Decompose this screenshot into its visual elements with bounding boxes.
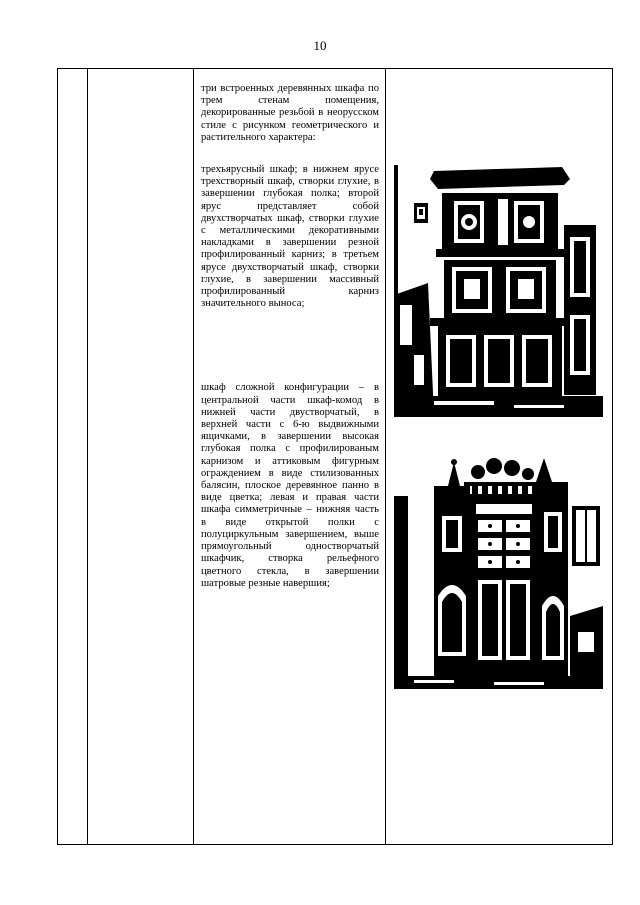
description-paragraph-complex-cabinet: шкаф сложной конфигурации – в центральной части шкаф-комод в нижней части двустворчатый, в верхней части с 6-ю выдвижными ящичками, в завершении высокая глубокая полка с профилированым карнизом и аттиковым фигурным ограждением в виде стилизованных балясин, плоское деревянное панно в виде цветка; левая и правая части шкафа симметричные – нижняя часть в виде открытой полки с полуциркульным завершением, выше прямоугольный одностворчатый шкафчик, створка рельефного цветного стекла, в завершении шатровые резные навершия; xyxy=(201,382,379,589)
description-cell xyxy=(194,69,386,845)
description-paragraph-three-tier-cabinet: трехъярусный шкаф; в нижнем ярусе трехстворный шкаф, створки глухие, в завершении глубокая полка; второй ярус представляет собой двухстворчатых шкаф, створки глухие с металлическими декоративными накладками в завершении резной профилированный карниз; в третьем ярусе двухстворчатый шкаф, створки глухие, в завершении массивный профилированный карниз значительного выноса; xyxy=(201,164,379,310)
description-table xyxy=(57,68,613,845)
complex-cabinet-photo xyxy=(394,456,603,689)
three-tier-cabinet-photo xyxy=(394,165,603,417)
table-row xyxy=(58,69,613,845)
photo-cell xyxy=(386,69,613,845)
description-paragraph-intro: три встроенных деревянных шкафа по трем стенам помещения, декорированные резьбой в неорусском стиле с рисунком геометрического и растительного характера: xyxy=(201,83,379,143)
row-number-cell xyxy=(58,69,88,845)
item-name-cell xyxy=(88,69,194,845)
page-number: 10 xyxy=(313,38,327,53)
